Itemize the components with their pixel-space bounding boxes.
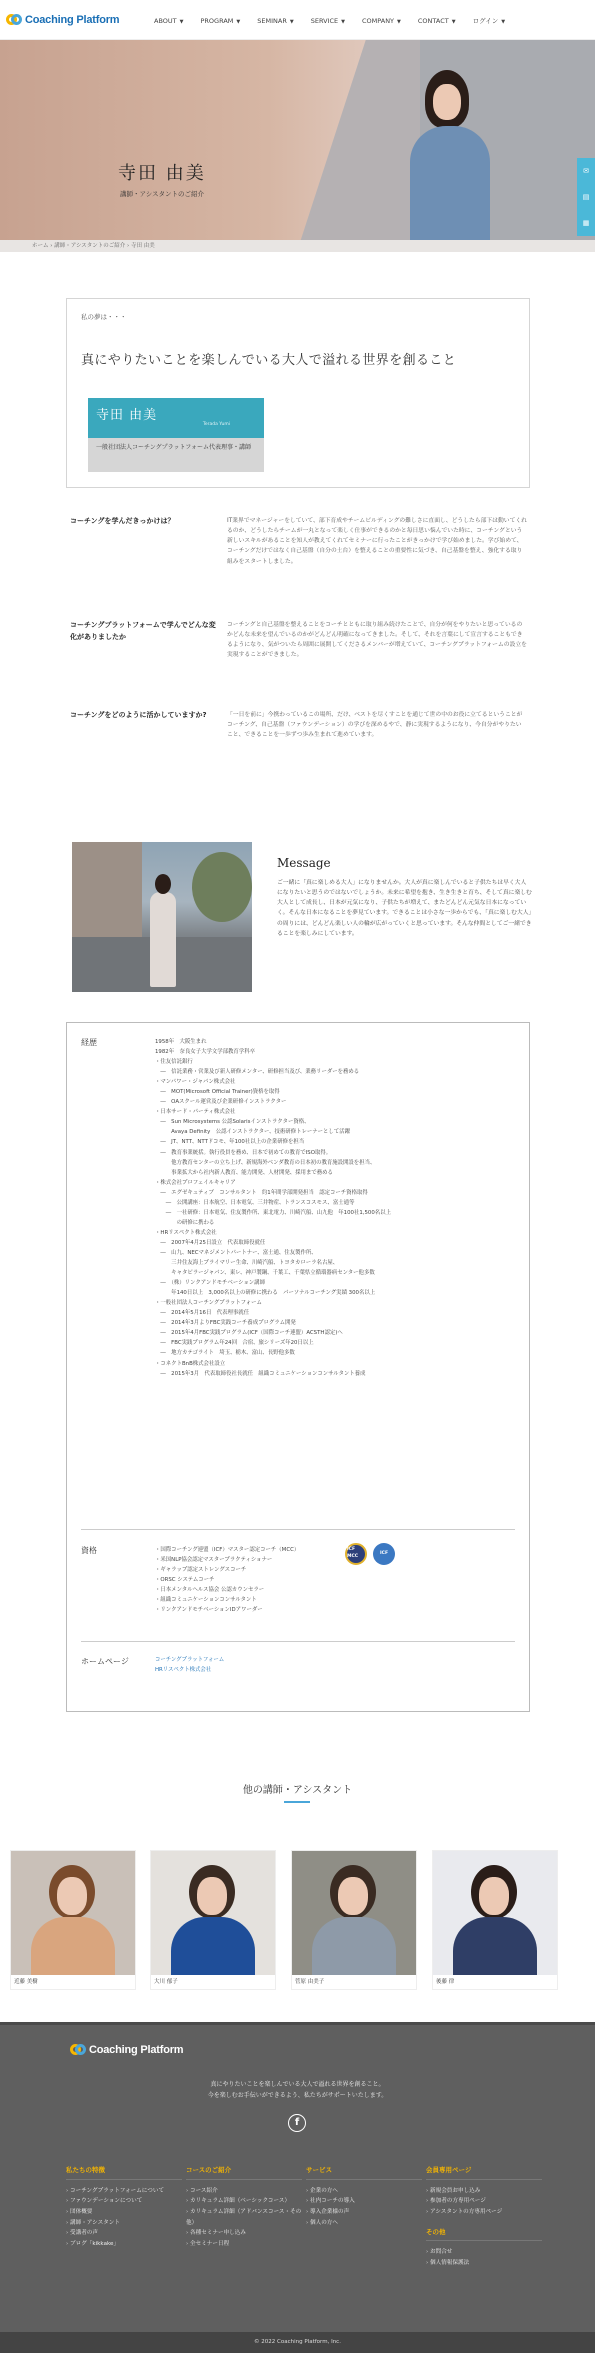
others-title: 他の講師・アシスタント — [242, 1785, 353, 1796]
message-photo — [72, 842, 252, 992]
qualification-label: 資格 — [81, 1546, 97, 1555]
nav-company[interactable]: COMPANY ▼ — [361, 17, 401, 25]
instructor-card[interactable] — [291, 1850, 417, 1990]
career-section — [67, 1037, 529, 1531]
instructor-card-name: 後藤 律 — [436, 1979, 455, 1985]
site-logo[interactable] — [6, 8, 119, 32]
footer-link[interactable]: › 新規会員お申し込み — [426, 2186, 542, 2197]
list-item: ― 地方カテゴライト 埼玉、栃木、富山、長野他多数 — [155, 1350, 295, 1357]
main-nav — [154, 17, 522, 27]
list-item: ・ギャラップ認定ストレングスコーチ — [155, 1567, 247, 1574]
chevron-down-icon: ▼ — [236, 19, 241, 25]
list-item: ・マンパワー・ジャパン株式会社 — [155, 1079, 236, 1086]
instructor-card[interactable] — [432, 1850, 558, 1990]
chevron-down-icon: ▼ — [397, 19, 401, 25]
instructor-romaji: Terada Yumi — [202, 422, 230, 427]
qa-answer: 「一日を前に」今携わっているこの場所、だけ、ベストを尽くすことを通じて世の中のお役に立てるということがコーチング、自己基盤（ファウンデーション）の学びを深めるやで、静に実現するようになり、今自分がやりたいこと、できることを一歩ずつ歩み生まれて進めています。 — [227, 712, 523, 739]
footer-col-members — [426, 2166, 542, 2269]
footer-link[interactable]: › 参加者の方専用ページ — [426, 2196, 542, 2207]
dream-label: 私の夢は・・・ — [81, 313, 127, 321]
title-underline — [284, 1801, 310, 1803]
list-item: ― MOT(Microsoft Official Trainer)資格を取得 — [155, 1089, 280, 1096]
logo-text: Coaching Platform — [25, 13, 120, 26]
list-item: 他方教育センターの立ち上げ、新規海外ベンダ教育の日本初の教育施設開設を担当、 — [155, 1159, 376, 1166]
homepage-link[interactable]: HRリスペクト株式会社 — [155, 1667, 212, 1674]
footer-link[interactable]: › ファウンデーションについて — [66, 2196, 182, 2207]
homepage-section — [67, 1655, 529, 1705]
list-item: の研修に携わる — [155, 1219, 215, 1226]
footer-col-features — [66, 2166, 182, 2250]
footer-col-head: コースのご紹介 — [186, 2166, 302, 2180]
footer-col-head: サービス — [306, 2166, 422, 2180]
instructor-card-name: 菅原 由美子 — [295, 1979, 325, 1985]
divider — [81, 1529, 515, 1530]
homepage-link[interactable]: コーチングプラットフォーム — [155, 1657, 225, 1663]
list-item: ・組織コミュニケーションコンサルタント — [155, 1597, 257, 1604]
instructor-card-name: 大川 郁子 — [154, 1979, 178, 1985]
list-item: ・コネクトBnB株式会社設立 — [155, 1360, 226, 1367]
qa-question: コーチングプラットフォームで学んでどんな変化がありましたか — [70, 621, 216, 641]
footer-link[interactable]: › ブログ「kikkake」 — [66, 2239, 182, 2250]
homepage-label: ホームページ — [81, 1657, 129, 1666]
nav-service[interactable]: SERVICE ▼ — [310, 17, 345, 25]
footer-link[interactable]: › 導入企業様の声 — [306, 2207, 422, 2218]
logo-icon — [6, 12, 22, 28]
list-item: ・国際コーチング連盟（ICF）マスター認定コーチ（MCC） — [155, 1547, 300, 1553]
list-item: ― 一社研修：日本電気、住友製作所、東北電力、川崎汽船、山九他 年100社1,500名以上 — [155, 1209, 391, 1216]
nav-program[interactable]: PROGRAM ▼ — [200, 17, 241, 25]
career-label: 経歴 — [81, 1038, 97, 1047]
copyright: © 2022 Coaching Platform, Inc. — [0, 2332, 595, 2353]
message-title: Message — [277, 856, 331, 870]
site-header — [0, 0, 595, 40]
list-item: ― 2014年5月16日 代表理事就任 — [155, 1310, 250, 1317]
footer-link[interactable]: › 個人の方へ — [306, 2218, 422, 2229]
instructor-card[interactable] — [10, 1850, 136, 1990]
footer-col-head: その他 — [426, 2228, 542, 2242]
footer-col-courses — [186, 2166, 302, 2250]
career-list — [155, 1037, 505, 1379]
page-title: 寺田 由美 — [118, 163, 206, 184]
footer-link[interactable]: › カリキュラム詳細（ベーシックコース） — [186, 2196, 302, 2207]
list-item: ― FBC実践プログラム年24回 合宿、旅シリーズ年20日以上 — [155, 1340, 314, 1347]
list-item: ― 2014年3月よりFBC実践コーチ養成プログラム開発 — [155, 1320, 296, 1327]
icf-badge-icon: ICF — [373, 1543, 395, 1565]
breadcrumb[interactable]: ホーム › 講師・アシスタントのご紹介 › 寺田 由美 — [0, 240, 595, 252]
qa-question: コーチングを学んだきっかけは？ — [70, 517, 175, 525]
list-item: ― 山九、NECマネジメントパートナー、富士通、住友製作所、 — [155, 1249, 317, 1256]
list-item: ― （株）リンクアンドモチベーション講師 — [155, 1280, 265, 1287]
list-item: ・日本サード・パーティ株式会社 — [155, 1109, 236, 1116]
calendar-icon[interactable]: ▦ — [582, 218, 590, 227]
footer-link[interactable]: › 各種セミナー申し込み — [186, 2228, 302, 2239]
chevron-down-icon: ▼ — [179, 19, 184, 25]
footer-tagline: 真にやりたいことを楽しんでいる大人で溢れる世界を創ること。 今を楽しむお手伝いができるよう、私たちがサポートいたします。 — [207, 2081, 388, 2099]
qa-question: コーチングをどのように活かしていますか? — [70, 711, 207, 719]
list-item: ・リンクアンドモチベーションIDアワーダー — [155, 1607, 263, 1614]
instructor-card[interactable] — [150, 1850, 276, 1990]
list-item: 1982年 奈良女子大学文学部教育学科卒 — [155, 1049, 255, 1056]
list-item: ・米国NLP協会認定マスタープラクティショナー — [155, 1557, 273, 1564]
instructor-photo — [292, 1851, 416, 1975]
footer-link[interactable]: › 社内コーチの導入 — [306, 2196, 422, 2207]
list-item: ・株式会社プロフェイルキャリア — [155, 1179, 236, 1186]
footer-link[interactable]: › 全セミナー日程 — [186, 2239, 302, 2250]
site-footer — [0, 2022, 595, 2353]
list-item: 事業拡大から社内新人教育、能力開発、人材開発、採用まで務める — [155, 1169, 333, 1176]
instructor-photo — [11, 1851, 135, 1975]
footer-col-service — [306, 2166, 422, 2228]
footer-link[interactable]: › コース紹介 — [186, 2186, 302, 2197]
chevron-down-icon: ▼ — [289, 19, 294, 25]
list-item: Avaya Definity 公認インストラクター、技術研修トレーナーとして活躍 — [155, 1129, 350, 1136]
hero-banner — [0, 40, 595, 240]
list-item: ― 2015年3月 代表取締役社長就任 組織コミュニケーションコンサルタント養成 — [155, 1370, 366, 1377]
footer-link[interactable]: › 受講者の声 — [66, 2228, 182, 2239]
qa-item — [70, 710, 530, 780]
name-box — [88, 398, 264, 438]
footer-link[interactable]: › 企業の方へ — [306, 2186, 422, 2197]
instructor-name: 寺田 由美 — [96, 408, 158, 423]
qa-answer: IT業界でマネージャーをしていて、部下育成やチームビルディングの難しさに直面し、どうしたら部下は動いてくれるのか、どうしたらチームが一丸となって楽しく仕事ができるのかと毎日思い悩んでいた時に、コーチングという新しいスキルがあることを知人が教えてくれてセミナーに行ったことがきっかけで学び始めました。学び始めて、コーチングだけではなく自己基盤（自分の土台）を整えることの重要性に気づき、自己基盤を整え、強化する取り組みをスタートしました。 — [227, 518, 527, 565]
list-item: 1958年 大阪生まれ — [155, 1039, 207, 1045]
logo-icon — [70, 2042, 86, 2058]
nav-contact[interactable]: CONTACT ▼ — [417, 17, 456, 25]
homepage-links — [155, 1655, 505, 1675]
page-subtitle: 講師・アシスタントのご紹介 — [120, 190, 205, 198]
footer-link[interactable]: › アシスタントの方専用ページ — [426, 2207, 542, 2218]
list-item: ・HRリスペクト株式会社 — [155, 1229, 217, 1236]
qa-item — [70, 620, 530, 700]
list-item: キャタピラージャパン、東レ、神戸製鋼、千葉工、千葉県立循環器病センター他多数 — [155, 1270, 375, 1277]
mail-icon[interactable]: ✉ — [583, 166, 589, 175]
instructor-org: 一般社団法人コーチングプラットフォーム代表理事・講師 — [88, 438, 264, 472]
list-item: ― 公開講座：日本航空、日本電気、三井物産、トランスコスモス、富士通等 — [155, 1199, 355, 1206]
qa-item — [70, 516, 530, 596]
document-icon[interactable]: ▤ — [582, 192, 590, 201]
list-item: ― OAスクール運営及び企業研修インストラクター — [155, 1099, 287, 1106]
list-item: 三井住友海上プライマリー生命、川崎汽船、トヨタカローラ名古屋、 — [155, 1260, 339, 1267]
chevron-down-icon: ▼ — [501, 19, 506, 25]
list-item: ・住友信託銀行 — [155, 1059, 193, 1066]
list-item: ― 2007年4月25日設立 代表取締役就任 — [155, 1239, 266, 1246]
list-item: ― 信託業務・営業及び新人研修メンター、研修担当及び、業務リーダーを務める — [155, 1069, 360, 1076]
footer-col-head: 会員専用ページ — [426, 2166, 542, 2180]
qualification-list — [155, 1545, 340, 1615]
nav-login[interactable]: ログイン ▼ — [472, 17, 506, 25]
footer-link[interactable]: › 講師・アシスタント — [66, 2218, 182, 2229]
facebook-icon[interactable]: f — [288, 2114, 306, 2132]
instructor-photo — [151, 1851, 275, 1975]
footer-col-head: 私たちの特徴 — [66, 2166, 182, 2180]
list-item: ・ORSC システムコーチ — [155, 1577, 215, 1584]
nav-about[interactable]: ABOUT ▼ — [154, 17, 184, 25]
instructor-photo — [433, 1851, 557, 1975]
chevron-down-icon: ▼ — [341, 19, 345, 25]
chevron-down-icon: ▼ — [451, 19, 456, 25]
list-item: 年140日以上 3,000名以上の研修に携わる パーソナルコーチング実績 300名以上 — [155, 1290, 376, 1297]
footer-link[interactable]: › お問合せ — [426, 2247, 542, 2258]
instructor-card-name: 近藤 美樹 — [14, 1979, 38, 1985]
qualification-section — [67, 1535, 529, 1675]
footer-link[interactable]: › コーチングプラットフォームについて — [66, 2186, 182, 2197]
profile-box — [66, 1022, 530, 1712]
list-item: ― 2015年4月FBC実践プログラム(ICF（国際コーチ連盟）ACSTH認定)へ — [155, 1330, 343, 1337]
dream-heading: 真にやりたいことを楽しんでいる大人で溢れる世界を創ること — [81, 353, 457, 368]
hero-portrait — [400, 60, 510, 240]
footer-link[interactable]: › 団体概要 — [66, 2207, 182, 2218]
icf-mcc-badge-icon: ICF MCC — [345, 1543, 367, 1565]
nav-seminar[interactable]: SEMINAR ▼ — [257, 17, 294, 25]
list-item: ― JT、NTT、NTTドコモ、年100社以上の企業研修を担当 — [155, 1139, 305, 1146]
divider — [81, 1641, 515, 1642]
list-item: ― 教育事業統括。執行役員を務め、日本で初めての教育でISO取得。 — [155, 1149, 332, 1156]
footer-link[interactable]: › カリキュラム詳細（アドバンスコース・その他） — [186, 2207, 302, 2228]
qa-answer: コーチングと自己基盤を整えることをコーチとともに取り組み続けたことで、自分が何をやりたいと思っているのかどんな未来を望んでいるのかがどんどん明確になってきました。そして、それを言葉にして宣言することもできるようになり、気がついたら周囲に展開してくださるメンバーが増えていて、コーチングプラットフォームの設立を実現することができました。 — [227, 622, 527, 659]
footer-logo[interactable] — [70, 2042, 183, 2059]
message-text: ご一緒に「真に楽しめる大人」になりませんか。大人が真に楽しんでいると子供たちは早く大人になりたいと思うのではないでしょうか。未来に希望を抱き、生き生きと育ち、そして真に楽しむ大人として成長し、日本が元気になり、子供たちが増えて、またどんどん元気な日本になっていく。そんな日本になることを夢見ています。できることは小さな一歩からでも、「真に楽しむ大人」の周りには、どんどん楽しい人の輪が広がっていくと思っています。そんな仲間としてご一緒できることを楽しみにしています。 — [277, 880, 532, 937]
badges — [345, 1543, 401, 1565]
footer-link[interactable]: › 個人情報保護法 — [426, 2258, 542, 2269]
list-item: ― エグゼキュティブ コンサルタント 約1年間学部開発担当 認定コーチ資格取得 — [155, 1189, 368, 1196]
list-item: ― Sun Microsystems 公認Solarisインストラクター資格、 — [155, 1119, 310, 1126]
side-tabs — [577, 158, 595, 236]
list-item: ・一般社団法人コーチングプラットフォーム — [155, 1300, 262, 1307]
footer-logo-text: Coaching Platform — [89, 2044, 184, 2056]
list-item: ・日本メンタルヘルス協会 公認カウンセラー — [155, 1587, 265, 1594]
